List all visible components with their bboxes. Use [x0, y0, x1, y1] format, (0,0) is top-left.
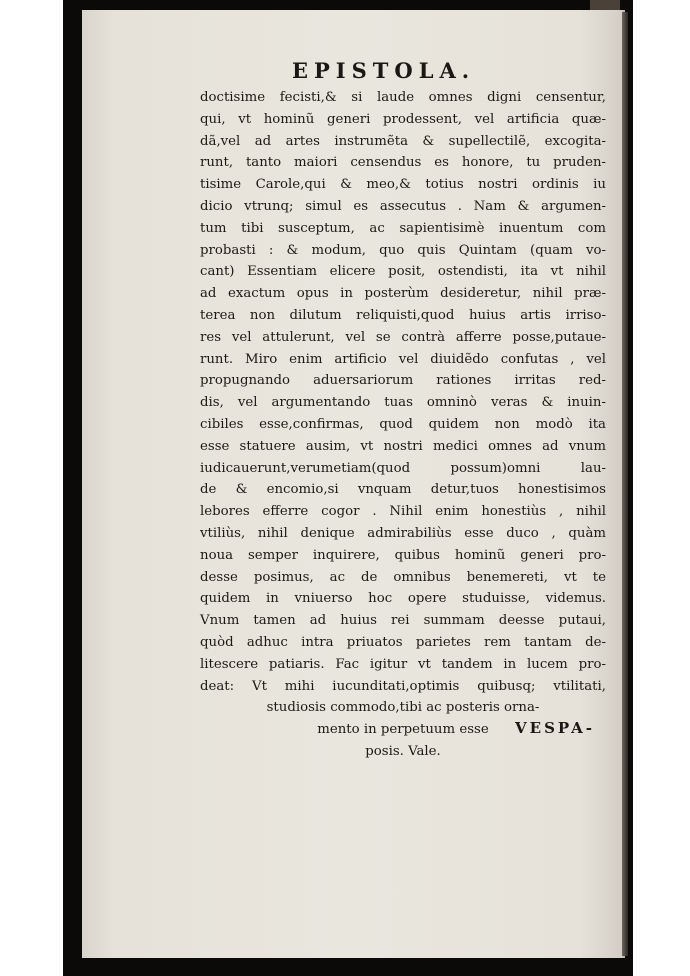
text-line: lebores efferre cogor . Nihil enim honestiùs , nihil [200, 504, 606, 520]
text-line-centered: studiosis commodo,tibi ac posteris orna- [266, 700, 540, 716]
text-line: cibiles esse,confirmas, quod quidem non modò ita [200, 416, 606, 432]
text-line: vtiliùs, nihil denique admirabiliùs esse duco , quàm [200, 525, 606, 541]
text-line: qui, vt hominũ generi prodessent, vel artificia quæ- [200, 111, 606, 127]
text-line: de & encomio,si vnquam detur,tuos honestisimos [200, 482, 606, 498]
text-line: res vel attulerunt, vel se contrà afferre posse,putaue- [200, 329, 606, 345]
page-edge-shadow [622, 12, 628, 956]
text-line: desse posimus, ac de omnibus benemereti, vt te [200, 569, 606, 585]
text-line: cant) Essentiam elicere posit, ostendisti, ita vt nihil [200, 264, 606, 280]
text-line-centered: posis. Vale. [365, 743, 441, 759]
text-line: noua semper inquirere, quibus hominũ generi pro- [200, 547, 606, 563]
text-line: quidem in vniuerso hoc opere studuisse, videmus. [200, 591, 606, 607]
text-line: probasti : & modum, quo quis Quintam (quam vo- [200, 242, 606, 258]
text-line: doctisime fecisti,& si laude omnes digni censentur, [200, 90, 606, 105]
text-line: iudicauerunt,verumetiam(quod possum)omni lau- [200, 460, 606, 476]
text-line: tisime Carole,qui & meo,& totius nostri ordinis iu [200, 177, 606, 193]
text-line: dis, vel argumentando tuas omninò veras & inuin- [200, 395, 606, 411]
text-line: dã,vel ad artes instrumẽta & supellectilẽ, excogita- [200, 133, 606, 149]
text-line: quòd adhuc intra priuatos parietes rem tantam de- [200, 634, 606, 650]
text-line: runt, tanto maiori censendus es honore, tu pruden- [200, 155, 606, 171]
text-line: esse statuere ausim, vt nostri medici omnes ad vnum [200, 438, 606, 454]
text-line: dicio vtrunq; simul es assecutus . Nam & argumen- [200, 198, 606, 214]
text-line: terea non dilutum reliquisti,quod huius artis irriso- [200, 307, 606, 323]
text-line: runt. Miro enim artificio vel diuidẽdo confutas , vel [200, 351, 606, 367]
text-line: deat: Vt mihi iucunditati,optimis quibusq; vtilitati, [200, 678, 606, 694]
catchword: VESPA- [515, 719, 595, 737]
text-line: tum tibi susceptum, ac sapientisimè inuentum com [200, 220, 606, 236]
text-line: Vnum tamen ad huius rei summam deesse putaui, [200, 613, 606, 629]
text-line: litescere patiaris. Fac igitur vt tandem in lucem pro- [200, 656, 606, 672]
text-line-centered: mento in perpetuum esse [317, 722, 489, 738]
running-head: EPISTOLA. [292, 58, 476, 83]
text-line: propugnando aduersariorum rationes irritas red- [200, 373, 606, 389]
text-line: ad exactum opus in posterùm desideretur, nihil præ- [200, 286, 606, 302]
letter-body [200, 87, 606, 763]
